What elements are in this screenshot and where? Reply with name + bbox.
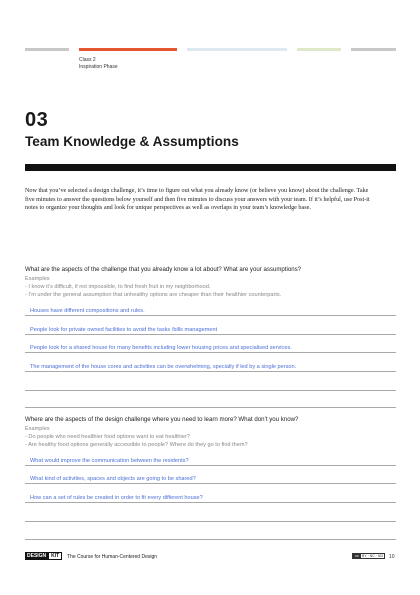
class-label [79,57,118,70]
question-2: Where are the aspects of the design challenge where you need to learn more? What don’t you know? [25,416,299,423]
q1-examples-label: Examples [25,276,50,282]
cc-terms: BY · NC · ND [362,553,383,558]
section-number: 03 [25,109,49,131]
header-bar-1 [25,48,69,51]
title-divider [25,164,396,171]
header-bar-3 [187,48,287,51]
phase-name: Inspiration Phase [79,63,118,70]
page-title: Team Knowledge & Assumptions [25,134,239,149]
page-number: 10 [389,554,395,560]
q1-answer-text-1: Houses have different compositions and rules. [30,307,145,314]
q2-answer-line-4[interactable] [25,512,396,522]
q2-example-2: - Are healthy food options generally accessible to people? Where do they go to find them? [25,442,248,448]
q2-answer-text-2: What kind of activities, spaces and objects are going to be shared? [30,475,196,482]
logo-design: DESIGN [27,553,47,559]
q2-answer-line-2[interactable] [25,474,396,484]
q2-answer-line-5[interactable] [25,530,396,540]
q2-answer-text-1: What would improve the communication between the residents? [30,457,189,464]
q1-answer-line-2[interactable] [25,325,396,335]
q1-example-1: - I know it’s difficult, if not impossible, to find fresh fruit in my neighborhood. [25,284,211,290]
cc-label: cc [353,554,361,558]
q1-answer-text-3: People look for a shared house for many benefits including lower housing prices and specialised services. [30,344,292,351]
question-1: What are the aspects of the challenge that you already know a lot about? What are your assumptions? [25,266,302,273]
q2-answer-text-3: How can a set of rules be created in order to fit every different house? [30,494,203,501]
q2-answer-line-3[interactable] [25,493,396,503]
intro-paragraph: Now that you’ve selected a design challenge, it’s time to figure out what you already know (or believe you know) about the challenge. Take five minutes to answer the questions below yourself and then five minutes to discuss your answers with your team. If it’s helpful, use Post-it notes to organize your thoughts and look for unique perspectives as well as overlaps in your team’s knowledge base. [25,188,370,211]
q1-answer-line-4[interactable] [25,362,396,372]
design-kit-logo [25,552,62,560]
q1-answer-text-4: The management of the house cores and activities can be overwhelming, specially if led by a single person. [30,363,297,370]
logo-kit: KIT [48,552,62,560]
header-bar-2 [79,48,177,51]
q1-example-2: - I’m under the general assumption that unhealthy options are cheaper than their healthier counterparts. [25,292,282,298]
q2-examples-label: Examples [25,426,50,432]
q2-answer-line-1[interactable] [25,456,396,466]
q1-answer-line-6[interactable] [25,398,396,408]
header-bar-5 [351,48,396,51]
q1-answer-line-5[interactable] [25,381,396,391]
header-bar-4 [297,48,341,51]
q1-answer-text-2: People look for private owned facilities to avoid the tasks /bills management [30,326,218,333]
q2-example-1: - Do people who need healthier food options want to eat healthier? [25,434,190,440]
q1-answer-line-3[interactable] [25,343,396,353]
q1-answer-line-1[interactable] [25,306,396,316]
course-name: The Course for Human-Centered Design [67,554,158,560]
class-number: Class 2 [79,57,96,63]
cc-license-icon [352,553,385,559]
